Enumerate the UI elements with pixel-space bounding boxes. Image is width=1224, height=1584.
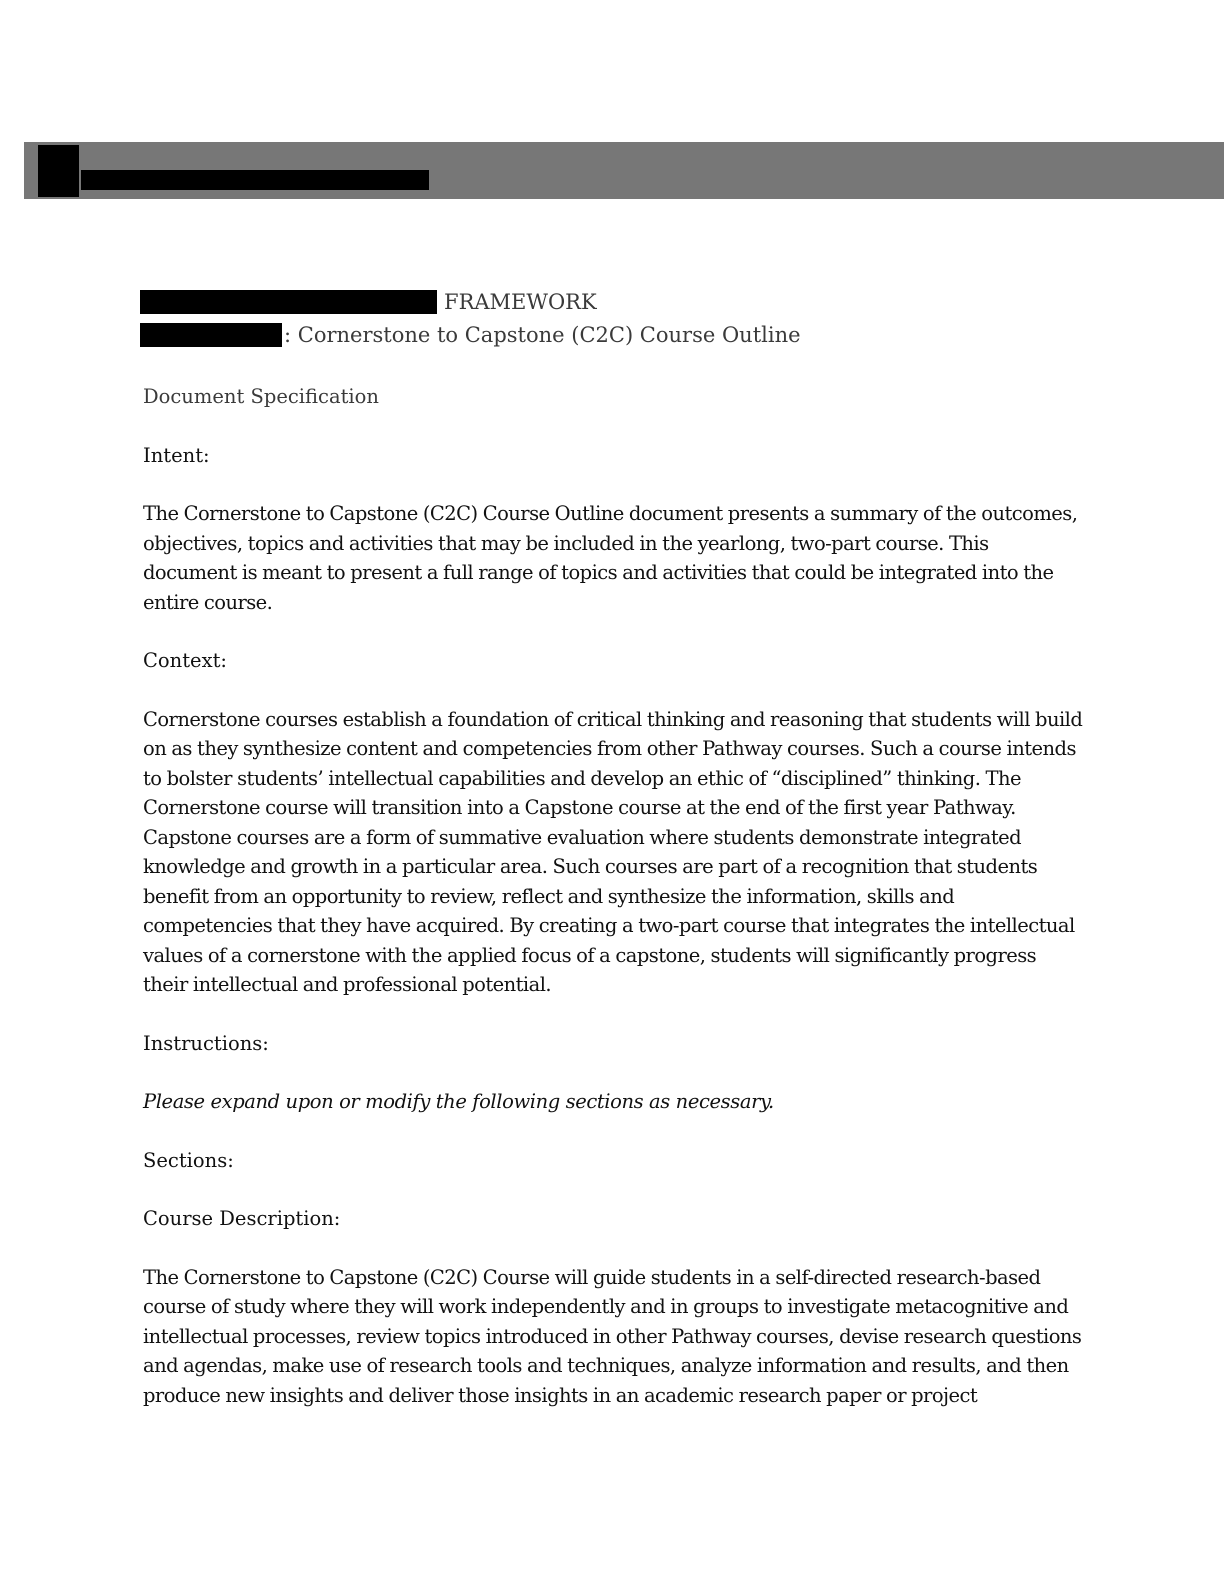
instructions-label: Instructions:	[143, 1031, 269, 1055]
course-description-label: Course Description:	[143, 1207, 341, 1230]
document-specification-heading: Document Specification	[143, 385, 379, 408]
title-redaction-2	[140, 323, 282, 347]
context-label: Context:	[143, 649, 227, 672]
title-course-outline: : Cornerstone to Capstone (C2C) Course Outline	[284, 323, 801, 347]
title-line-2	[140, 321, 801, 349]
header-bar	[24, 142, 1224, 199]
title-redaction-1	[140, 290, 437, 314]
sections-label: Sections:	[143, 1148, 234, 1172]
intent-paragraph: The Cornerstone to Capstone (C2C) Course Outline document presents a summary of the outcomes, objectives, topics and activities that may be included in the yearlong, two-part course. This document is meant to present a full range of topics and activities that could be integrated into the entire course.	[143, 502, 1078, 614]
title-framework: FRAMEWORK	[444, 290, 597, 314]
document-body	[143, 382, 1083, 1410]
header-redacted-block	[38, 145, 79, 197]
course-description-paragraph: The Cornerstone to Capstone (C2C) Course will guide students in a self-directed research-based course of study where they will work independently and in groups to investigate metacognitive and intellectual processes, review topics introduced in other Pathway courses, devise research questions and agendas, make use of research tools and techniques, analyze information and results, and then produce new insights and deliver those insights in an academic research paper or project	[143, 1265, 1082, 1407]
header-redacted-text	[81, 170, 429, 190]
context-paragraph: Cornerstone courses establish a foundation of critical thinking and reasoning that students will build on as they synthesize content and competencies from other Pathway courses. Such a course intends to bolster students’ intellectual capabilities and develop an ethic of “disciplined” thinking. The Cornerstone course will transition into a Capstone course at the end of the first year Pathway. Capstone courses are a form of summative evaluation where students demonstrate integrated knowledge and growth in a particular area. Such courses are part of a recognition that students benefit from an opportunity to review, reflect and synthesize the information, skills and competencies that they have acquired. By creating a two-part course that integrates the intellectual values of a cornerstone with the applied focus of a capstone, students will significantly progress their intellectual and professional potential.	[143, 707, 1083, 996]
title-line-1	[140, 288, 597, 316]
intent-label: Intent:	[143, 443, 210, 467]
instructions-paragraph: Please expand upon or modify the following sections as necessary.	[143, 1090, 774, 1113]
